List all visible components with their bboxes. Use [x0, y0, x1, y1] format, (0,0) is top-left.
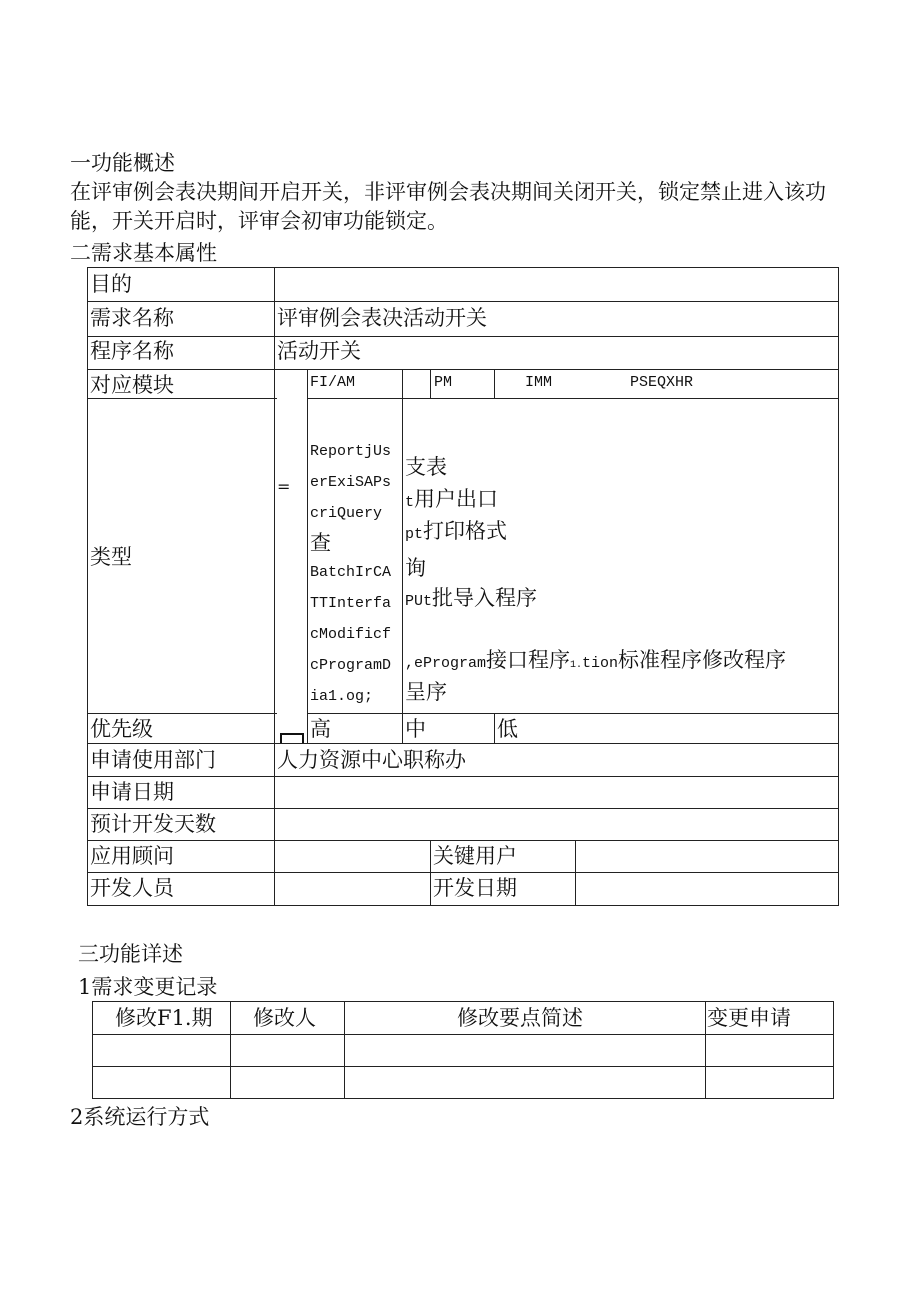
key-user-label: 关键用户	[433, 844, 517, 868]
priority-low: 低	[497, 717, 518, 741]
type-right-line2: t用户出口	[405, 487, 499, 511]
module-label: 对应模块	[90, 373, 174, 397]
change-header-date: 修改F1.期	[115, 1006, 213, 1030]
purpose-label: 目的	[90, 272, 132, 296]
section-2-title: 二需求基本属性	[70, 241, 217, 265]
section-1-title: 一功能概述	[70, 151, 175, 175]
dept-value: 人力资源中心职称办	[277, 748, 466, 772]
dev-date-label: 开发日期	[433, 876, 517, 900]
module-pseqxhr: PSEQXHR	[630, 374, 694, 391]
priority-label: 优先级	[90, 717, 153, 741]
change-header-request: 变更申请	[707, 1006, 791, 1030]
req-name-value: 评审例会表决活动开关	[277, 306, 487, 330]
req-name-label: 需求名称	[90, 306, 174, 330]
consultant-label: 应用顾问	[90, 844, 174, 868]
section-3-title: 三功能详述	[78, 942, 183, 966]
type-right-line3: pt打印格式	[405, 519, 508, 543]
change-header-summary: 修改要点简述	[457, 1006, 583, 1030]
type-mark: =	[277, 477, 291, 496]
prog-name-value: 活动开关	[277, 339, 361, 363]
module-imm: IMM	[525, 374, 553, 391]
priority-high: 高	[310, 717, 331, 741]
date-label: 申请日期	[90, 780, 174, 804]
change-header-person: 修改人	[253, 1006, 316, 1030]
section-1-body: 在评审例会表决期间开启开关，非评审例会表决期间关闭开关，锁定禁止进入该功能，开关开启时，评审会初审功能锁定。	[70, 180, 826, 233]
type-right-line6: ,eProgram接口程序1.tion标准程序修改程序	[405, 648, 787, 672]
prog-name-label: 程序名称	[90, 339, 174, 363]
bracket-mark	[280, 733, 304, 743]
section-3-sub1: 1需求变更记录	[78, 975, 218, 999]
type-right-line5: PUt批导入程序	[405, 586, 538, 610]
type-mid-column: ReportjUs erExiSAPs criQuery 查 BatchIrCA TTInterfa cModificf cProgramD ia1.og;	[310, 443, 392, 705]
type-label: 类型	[90, 545, 132, 569]
days-label: 预计开发天数	[90, 812, 216, 836]
type-right-line4: 询	[405, 556, 426, 580]
module-pm: PM	[434, 374, 453, 391]
dept-label: 申请使用部门	[90, 748, 216, 772]
developer-label: 开发人员	[90, 876, 174, 900]
module-fiam: FI/AM	[310, 374, 356, 391]
priority-medium: 中	[405, 717, 426, 741]
section-3-sub2: 2系统运行方式	[70, 1105, 210, 1129]
type-right-line1: 支表	[405, 455, 447, 479]
type-right-line7: 呈序	[405, 680, 447, 704]
